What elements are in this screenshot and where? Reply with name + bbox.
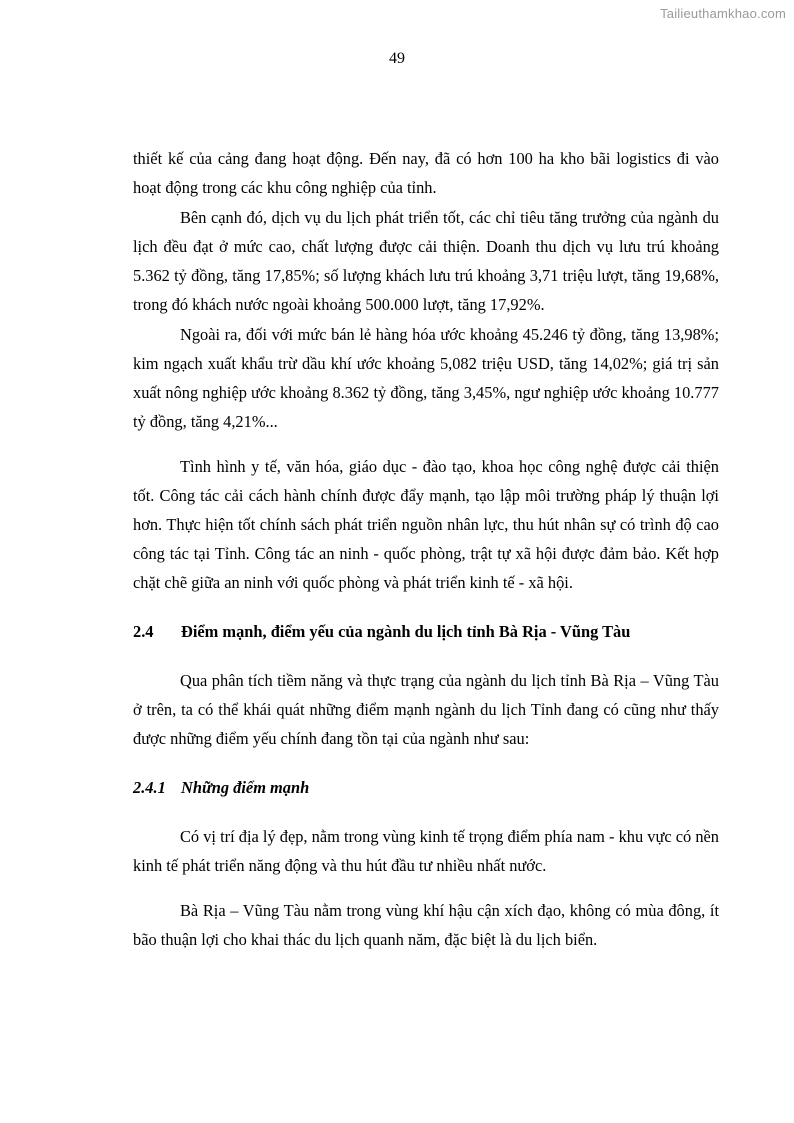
paragraph-economic-indicators: Ngoài ra, đối với mức bán lẻ hàng hóa ước khoảng 45.246 tỷ đồng, tăng 13,98%; kim ngạch xuất khẩu trừ dầu khí ước khoảng 5,082 triệu USD, tăng 14,02%; giá trị sản xuất nông nghiệp ước khoảng 8.362 tỷ đồng, tăng 3,45%, ngư nghiệp ước khoảng 10.777 tỷ đồng, tăng 4,21%... [133,325,719,431]
paragraph-social-conditions: Tình hình y tế, văn hóa, giáo dục - đào tạo, khoa học công nghệ được cải thiện tốt. Công tác cải cách hành chính được đẩy mạnh, tạo lập môi trường pháp lý thuận lợi hơn. Thực hiện tốt chính sách phát triển nguồn nhân lực, thu hút nhân sự có trình độ cao công tác tại Tỉnh. Công tác an ninh - quốc phòng, trật tự xã hội được đảm bảo. Kết hợp chặt chẽ giữa an ninh với quốc phòng và phát triển kinh tế - xã hội. [133,457,719,592]
subsection-number: 2.4.1 [133,778,166,797]
page-number: 49 [389,50,405,67]
section-heading [133,617,719,646]
subsection-title: Những điểm mạnh [181,778,310,797]
paragraph-continued: thiết kế của cảng đang hoạt động. Đến nay, đã có hơn 100 ha kho bãi logistics đi vào hoạt động trong các khu công nghiệp của tỉnh. [133,149,719,197]
section-number: 2.4 [133,622,154,641]
watermark: Tailieuthamkhao.com [660,6,786,21]
paragraph-location-strength: Có vị trí địa lý đẹp, nằm trong vùng kinh tế trọng điểm phía nam - khu vực có nền kinh tế phát triển năng động và thu hút đầu tư nhiều nhất nước. [133,827,719,875]
paragraph-overview: Qua phân tích tiềm năng và thực trạng của ngành du lịch tỉnh Bà Rịa – Vũng Tàu ở trên, ta có thể khái quát những điểm mạnh ngành du lịch Tỉnh đang có cũng như thấy được những điểm yếu chính đang tồn tại của ngành như sau: [133,671,719,748]
paragraph-tourism-services: Bên cạnh đó, dịch vụ du lịch phát triển tốt, các chỉ tiêu tăng trưởng của ngành du lịch đều đạt ở mức cao, chất lượng được cải thiện. Doanh thu dịch vụ lưu trú khoảng 5.362 tỷ đồng, tăng 17,85%; số lượng khách lưu trú khoảng 3,71 triệu lượt, tăng 19,68%, trong đó khách nước ngoài khoảng 500.000 lượt, tăng 17,92%. [133,208,719,314]
section-title: Điểm mạnh, điểm yếu của ngành du lịch tỉnh Bà Rịa - Vũng Tàu [181,622,631,641]
subsection-heading [133,773,719,802]
document-body [133,144,719,954]
paragraph-climate-strength: Bà Rịa – Vũng Tàu nằm trong vùng khí hậu cận xích đạo, không có mùa đông, ít bão thuận lợi cho khai thác du lịch quanh năm, đặc biệt là du lịch biển. [133,901,719,949]
